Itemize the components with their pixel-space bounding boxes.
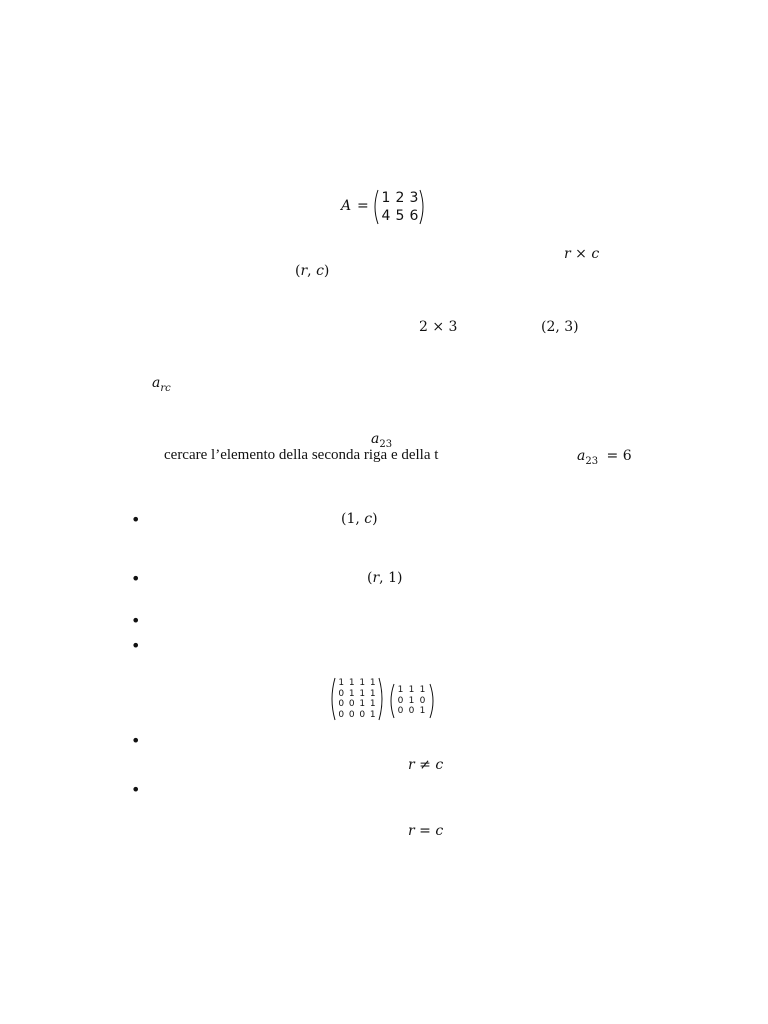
matrix-upper-cell-3-1: 0 bbox=[348, 709, 355, 720]
paren-open: ( bbox=[295, 263, 301, 279]
matrix-3x3-cell-2-1: 0 bbox=[408, 706, 415, 716]
matrix-3x3-cell-2-2: 1 bbox=[419, 706, 426, 716]
expr-a23-equals-6 bbox=[577, 448, 632, 467]
matrix-upper-cell-3-2: 0 bbox=[359, 709, 366, 720]
p1-close: ) bbox=[372, 511, 378, 527]
matrix-a-cell-0-0: 1 bbox=[381, 190, 391, 206]
p2-sep: , bbox=[379, 570, 384, 586]
body-text-line: cercare l’elemento della seconda riga e della t bbox=[164, 447, 439, 463]
matrix-upper-cell-3-0: 0 bbox=[338, 709, 345, 720]
eq-c: c bbox=[435, 823, 444, 839]
pair-c: c bbox=[316, 263, 324, 279]
a23eq-rest: = 6 bbox=[606, 448, 632, 464]
p2-open: ( bbox=[367, 570, 373, 586]
matrix-upper-cell-3-3: 1 bbox=[369, 709, 376, 720]
matrix-upper-cell-0-1: 1 bbox=[348, 678, 355, 688]
matrix-upper-cell-1-0: 0 bbox=[338, 688, 345, 699]
matrix-3x3-cell-0-1: 1 bbox=[408, 685, 415, 695]
expr-pair-1c bbox=[341, 511, 378, 527]
paren-close: ) bbox=[323, 263, 330, 279]
eq-op: = bbox=[419, 823, 431, 839]
matrix-a-lhs: A bbox=[341, 198, 352, 214]
matrix-3x3-cell-0-2: 1 bbox=[419, 685, 426, 695]
matrix-upper-cell-0-0: 1 bbox=[338, 678, 345, 688]
bullet-6: • bbox=[131, 780, 141, 799]
a23-sub: 23 bbox=[379, 439, 393, 450]
bullet-3: • bbox=[131, 611, 141, 630]
a23-base: a bbox=[371, 431, 380, 447]
pair-r: r bbox=[300, 263, 308, 279]
expr-pair-rc bbox=[295, 263, 329, 279]
expr-pair-r1 bbox=[367, 570, 402, 586]
matrix-a bbox=[371, 189, 427, 225]
matrix-upper-triangular-4x4 bbox=[329, 677, 385, 721]
bullet-2: • bbox=[131, 569, 141, 588]
a23eq-base: a bbox=[577, 448, 586, 464]
expr-r-neq-c bbox=[408, 757, 443, 773]
matrix-upper-cell-2-0: 0 bbox=[338, 699, 345, 709]
matrix-a-equals: = bbox=[357, 198, 369, 214]
p2-close: ) bbox=[397, 570, 403, 586]
a-rc-sub: rc bbox=[160, 383, 171, 394]
p2-b: 1 bbox=[388, 570, 397, 586]
pair-sep: , bbox=[307, 263, 312, 279]
matrix-3x3-cell-1-2: 0 bbox=[419, 695, 426, 706]
matrix-upper-cell-2-1: 0 bbox=[348, 699, 355, 709]
bullet-4: • bbox=[131, 636, 141, 655]
neq-op: ≠ bbox=[419, 757, 431, 773]
p1-open: ( bbox=[341, 511, 347, 527]
matrix-a-cell-1-2: 6 bbox=[409, 208, 419, 224]
matrix-upper-cell-1-3: 1 bbox=[369, 688, 376, 699]
matrix-upper-cell-2-3: 1 bbox=[369, 699, 376, 709]
expr-a-rc bbox=[152, 375, 171, 394]
matrix-upper-cell-1-1: 1 bbox=[348, 688, 355, 699]
matrix-3x3-cell-1-0: 0 bbox=[397, 695, 404, 706]
matrix-3x3-cell-1-1: 1 bbox=[408, 695, 415, 706]
expr-r-eq-c bbox=[408, 823, 443, 839]
bullet-1: • bbox=[131, 510, 141, 529]
expr-pair-23: (2, 3) bbox=[541, 319, 579, 335]
expr-times: × bbox=[575, 246, 587, 262]
neq-c: c bbox=[435, 757, 444, 773]
matrix-upper-cell-0-3: 1 bbox=[369, 678, 376, 688]
matrix-a-cell-0-2: 3 bbox=[409, 190, 419, 206]
matrix-upper-cell-1-2: 1 bbox=[359, 688, 366, 699]
matrix-3x3-cell-0-0: 1 bbox=[397, 685, 404, 695]
matrix-3x3 bbox=[388, 683, 436, 719]
expr-c: c bbox=[591, 246, 600, 262]
p1-sep: , bbox=[355, 511, 360, 527]
neq-r: r bbox=[408, 757, 415, 773]
p1-a: 1 bbox=[346, 511, 356, 527]
expr-r: r bbox=[564, 246, 571, 262]
eq-r: r bbox=[408, 823, 415, 839]
expr-r-times-c bbox=[564, 246, 599, 262]
p1-b: c bbox=[364, 511, 373, 527]
matrix-upper-cell-0-2: 1 bbox=[359, 678, 366, 688]
a23eq-sub: 23 bbox=[585, 456, 599, 467]
matrix-upper-cell-2-2: 1 bbox=[359, 699, 366, 709]
matrix-3x3-cell-2-0: 0 bbox=[397, 706, 404, 716]
matrix-a-cell-1-0: 4 bbox=[381, 208, 391, 224]
matrix-a-cell-0-1: 2 bbox=[395, 190, 405, 206]
bullet-5: • bbox=[131, 731, 141, 750]
a-rc-base: a bbox=[152, 375, 161, 391]
p2-a: r bbox=[372, 570, 380, 586]
expr-2-times-3: 2 × 3 bbox=[419, 319, 458, 335]
matrix-a-cell-1-1: 5 bbox=[395, 208, 405, 224]
